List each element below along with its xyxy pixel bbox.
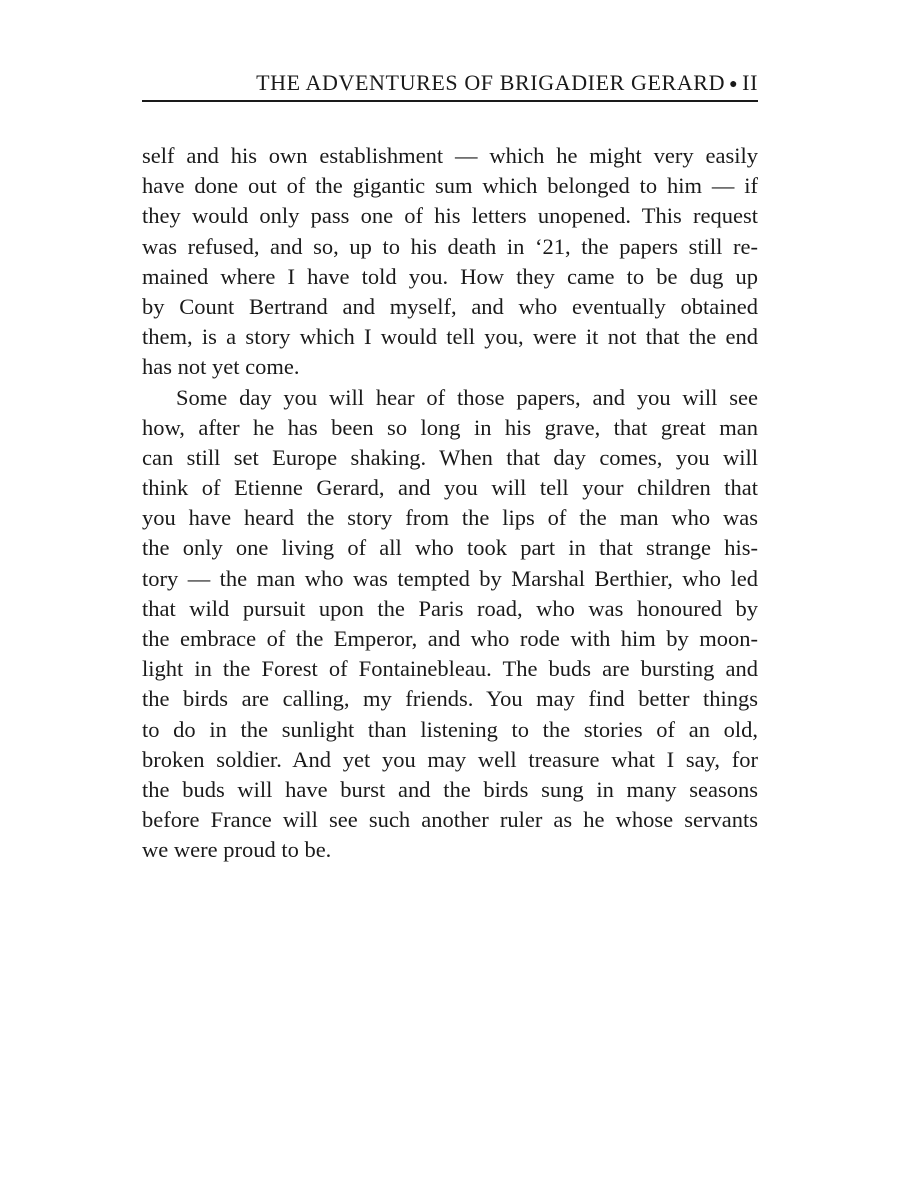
text-line: before France will see such another ruler as he whose servants	[142, 807, 758, 833]
header-rule	[142, 100, 758, 102]
text-line: broken soldier. And yet you may well treasure what I say, for	[142, 746, 758, 772]
text-line: you have heard the story from the lips of the man who was	[142, 505, 758, 531]
text-line: self and his own establishment — which he might very easily	[142, 143, 758, 168]
book-title: THE ADVENTURES OF BRIGADIER GERARD	[256, 70, 726, 95]
text-line: them, is a story which I would tell you, were it not that the end	[142, 324, 758, 350]
text-line: they would only pass one of his letters unopened. This request	[142, 203, 758, 229]
text-line: the buds will have burst and the birds sung in many seasons	[142, 776, 758, 802]
text-line: think of Etienne Gerard, and you will tell your children that	[142, 475, 758, 501]
bullet-separator: ●	[729, 77, 739, 92]
text-line: light in the Forest of Fontainebleau. The buds are bursting and	[142, 656, 758, 682]
body-text	[142, 141, 758, 866]
text-line: was refused, and so, up to his death in ‘21, the papers still re-	[142, 233, 758, 259]
text-line: can still set Europe shaking. When that day comes, you will	[142, 444, 758, 470]
text-line: have done out of the gigantic sum which belonged to him — if	[142, 173, 758, 199]
text-line: mained where I have told you. How they came to be dug up	[142, 263, 758, 289]
text-line: we were proud to be.	[142, 837, 332, 863]
text-line: Some day you will hear of those papers, and you will see	[176, 384, 758, 410]
text-line: that wild pursuit upon the Paris road, who was honoured by	[142, 595, 758, 621]
text-line: the embrace of the Emperor, and who rode with him by moon-	[142, 626, 758, 651]
text-line: to do in the sunlight than listening to the stories of an old,	[142, 716, 758, 742]
text-line: by Count Bertrand and myself, and who eventually obtained	[142, 293, 758, 319]
text-line: the only one living of all who took part in that strange his-	[142, 535, 758, 561]
text-line: tory — the man who was tempted by Marshal Berthier, who led	[142, 565, 758, 591]
page-number: II	[742, 70, 758, 95]
paragraph-2	[142, 383, 758, 866]
running-head	[142, 68, 758, 98]
text-line: has not yet come.	[142, 354, 300, 380]
text-line: the birds are calling, my friends. You may find better things	[142, 686, 758, 712]
paragraph-1	[142, 141, 758, 383]
text-line: how, after he has been so long in his grave, that great man	[142, 414, 758, 440]
